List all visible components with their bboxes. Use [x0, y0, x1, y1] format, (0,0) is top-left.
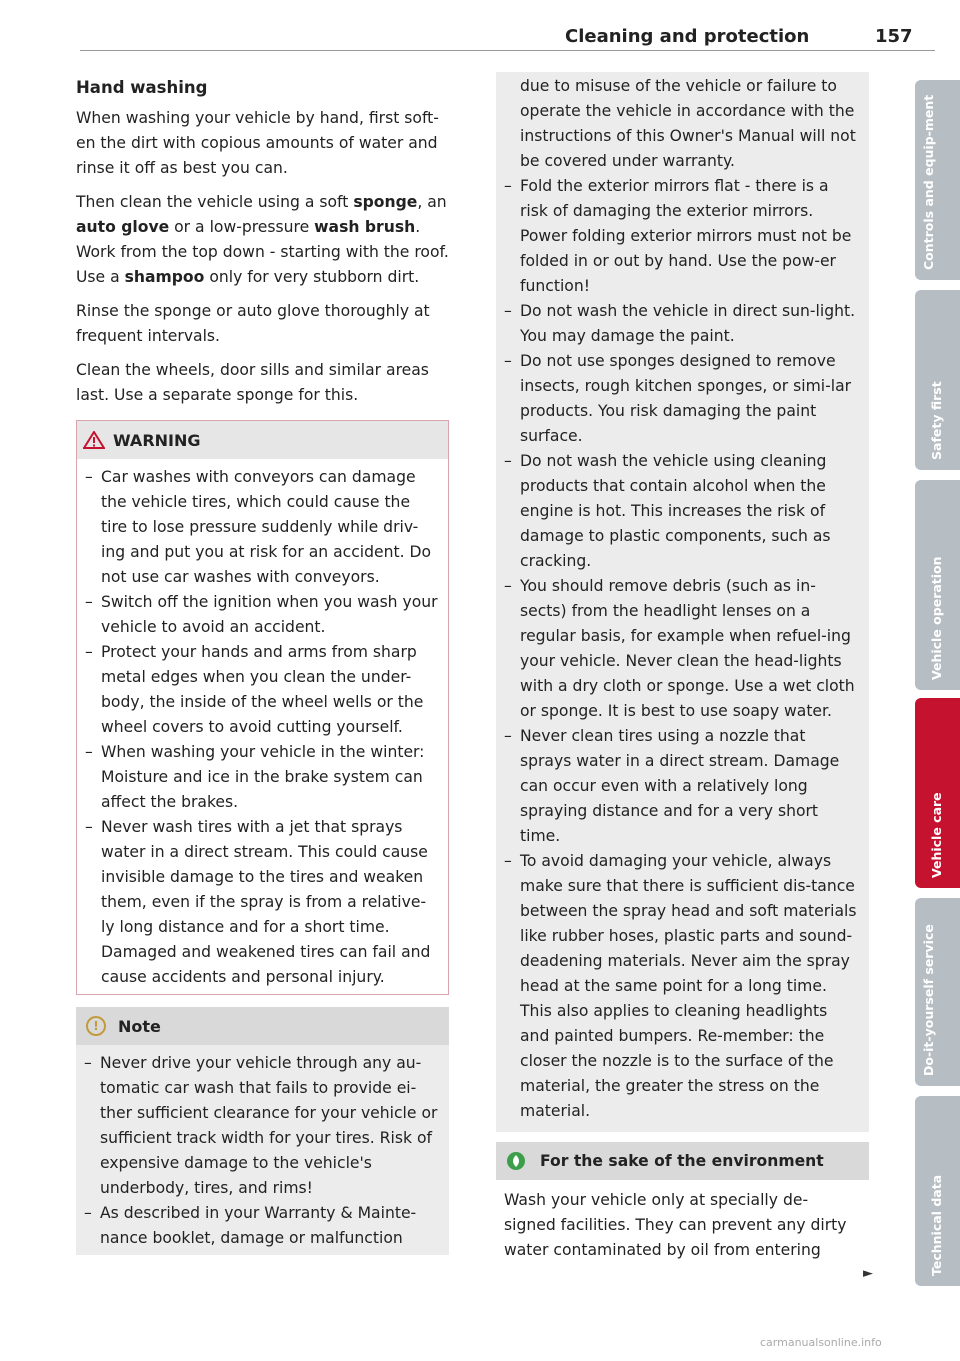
list-item: – Never drive your vehicle through any au-tomatic car wash that fails to provide ei-ther sufficient clearance for your vehicle or sufficient track width for your tires. Risk of expensive damage to the vehicle's underbody, tires, and rims!: [84, 1051, 439, 1201]
continued-arrow-icon: ►: [863, 1266, 873, 1281]
list-item: – You should remove debris (such as in-sects) from the headlight lenses on a regular basis, for example when refuel-ing your vehicle. Never clean the head-lights with a dry cloth or sponge. Use a wet cloth or sponge. It is best to use soapy water.: [504, 574, 859, 724]
list-item: – Do not wash the vehicle using cleaning products that contain alcohol when the engine is hot. This increases the risk of damage to plastic components, such as cracking.: [504, 449, 859, 574]
right-column: [496, 77, 869, 1263]
term-sponge: sponge: [353, 193, 418, 211]
tab-do-it-yourself-service[interactable]: [915, 898, 960, 1086]
environment-title: For the sake of the environment: [540, 1151, 824, 1170]
tab-safety-first[interactable]: [915, 290, 960, 470]
tab-label: Controls and equip-ment: [921, 94, 936, 270]
tab-controls-and-equipment[interactable]: [915, 80, 960, 280]
left-column: [76, 75, 449, 1255]
tab-label: Vehicle operation: [929, 556, 944, 680]
note-box: [76, 1007, 449, 1255]
environment-header: [496, 1142, 869, 1180]
list-item: – Never clean tires using a nozzle that sprays water in a direct stream. Damage can occur even with a relatively long spraying distance and for a very short time.: [504, 724, 859, 849]
list-item: – Switch off the ignition when you wash your vehicle to avoid an accident.: [85, 590, 438, 640]
paragraph-2: [76, 190, 449, 290]
environment-text: Wash your vehicle only at specially de-signed facilities. They can prevent any dirty water contaminated by oil from entering: [504, 1191, 847, 1259]
tab-label: Do-it-yourself service: [921, 924, 936, 1076]
paragraph-1: When washing your vehicle by hand, first soft-en the dirt with copious amounts of water and rinse it off as best you can.: [76, 109, 439, 177]
paragraph-4: Clean the wheels, door sills and similar areas last. Use a separate sponge for this.: [76, 361, 429, 404]
list-item: – Do not use sponges designed to remove insects, rough kitchen sponges, or simi-lar products. You risk damaging the paint surface.: [504, 349, 859, 449]
paragraph-3: Rinse the sponge or auto glove thoroughly at frequent intervals.: [76, 302, 430, 345]
note-header: [76, 1007, 449, 1045]
list-item: – As described in your Warranty & Mainte-nance booklet, damage or malfunction: [84, 1201, 439, 1251]
text: , an: [417, 193, 447, 211]
text: . Work from the top down - starting with the roof. Use a: [76, 218, 449, 286]
environment-leaf-icon: [506, 1151, 526, 1171]
list-item: – When washing your vehicle in the winter: Moisture and ice in the brake system can affect the brakes.: [85, 740, 438, 815]
note-continuation-box: [496, 72, 869, 1132]
list-item: – Never wash tires with a jet that sprays water in a direct stream. This could cause invisible damage to the tires and weaken them, even if the spray is from a relative-ly long distance and for a short time. Damaged and weakened tires can fail and cause accidents and personal injury.: [85, 815, 438, 990]
note-title: Note: [118, 1016, 161, 1036]
list-item: – Protect your hands and arms from sharp metal edges when you clean the under-body, the inside of the wheel wells or the wheel covers to avoid cutting yourself.: [85, 640, 438, 740]
warning-box: [76, 420, 449, 995]
text: or a low-pressure: [169, 218, 315, 236]
tab-vehicle-care[interactable]: [915, 698, 960, 888]
list-item: – Do not wash the vehicle in direct sun-light. You may damage the paint.: [504, 299, 859, 349]
tab-label: Vehicle care: [929, 792, 944, 878]
watermark: carmanualsonline.info: [760, 1336, 882, 1349]
warning-header: [77, 420, 448, 459]
page-number: 157: [875, 26, 913, 47]
note-continuation-list: [496, 174, 869, 1132]
text: only for very stubborn dirt.: [204, 268, 420, 286]
tab-label: Technical data: [929, 1174, 944, 1276]
tab-vehicle-operation[interactable]: [915, 480, 960, 690]
term-auto-glove: auto glove: [76, 218, 170, 236]
warning-list: [77, 459, 448, 994]
term-wash-brush: wash brush: [314, 218, 416, 236]
tab-label: Safety first: [929, 381, 944, 460]
list-item: – Fold the exterior mirrors flat - there is a risk of damaging the exterior mirrors. Power folding exterior mirrors must not be folded in or out by hand. Use the pow-er function!: [504, 174, 859, 299]
list-item: – Car washes with conveyors can damage the vehicle tires, which could cause the tire to lose pressure suddenly while driv-ing and put you at risk for an accident. Do not use car washes with conveyors.: [85, 465, 438, 590]
term-shampoo: shampoo: [124, 268, 205, 286]
text: Then clean the vehicle using a soft: [76, 193, 354, 211]
note-continuation: due to misuse of the vehicle or failure to operate the vehicle in accordance with the instructions of this Owner's Manual will not be covered under warranty.: [520, 77, 856, 170]
list-item: – To avoid damaging your vehicle, always make sure that there is sufficient dis-tance between the spray head and soft materials like rubber hoses, plastic parts and sound-deadening materials. Never aim the spray head at the same point for a long time. This also applies to cleaning headlights and painted bumpers. Re-member: the closer the nozzle is to the surface of the material, the greater the stress on the material.: [504, 849, 859, 1124]
tab-technical-data[interactable]: [915, 1096, 960, 1286]
warning-triangle-icon: [83, 431, 105, 449]
heading-hand-washing: Hand washing: [76, 78, 208, 97]
note-list: [76, 1045, 449, 1255]
warning-title: WARNING: [113, 430, 201, 450]
section-title: Cleaning and protection: [565, 26, 810, 47]
header-rule: [80, 50, 935, 51]
info-exclamation-icon: !: [86, 1016, 106, 1036]
